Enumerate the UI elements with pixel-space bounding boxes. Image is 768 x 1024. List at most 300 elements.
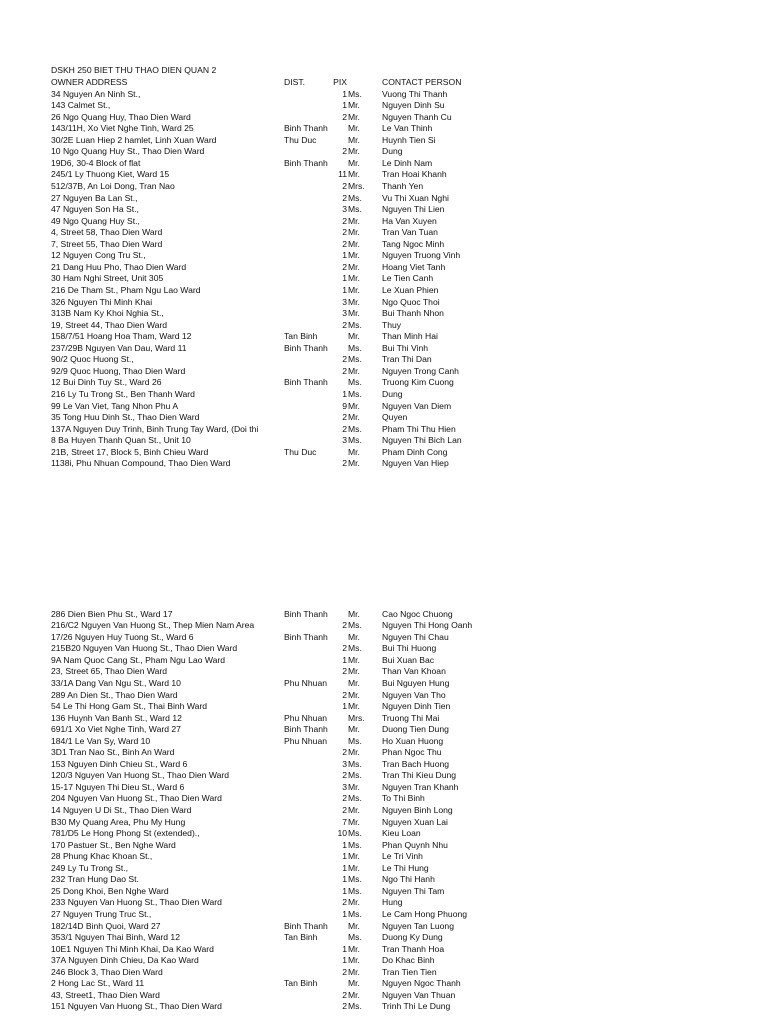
contact-title: Mr. [348, 308, 360, 319]
table-row [0, 100, 768, 112]
owner-address: 153 Nguyen Dinh Chieu St., Ward 6 [51, 758, 188, 769]
table-row [0, 181, 768, 193]
owner-address: 35 Tong Huu Dinh St., Thao Dien Ward [51, 412, 200, 422]
contact-title: Ms. [348, 908, 362, 919]
contact-name: Le Tri Vinh [382, 851, 423, 862]
contact-name: Truong Kim Cuong [382, 377, 454, 388]
table-row [0, 435, 768, 447]
contact-title: Mr. [348, 781, 360, 792]
owner-address: 21B, Street 17, Block 5, Binh Chieu Ward [51, 446, 209, 457]
table-row [0, 678, 768, 690]
table-row [0, 932, 768, 944]
contact-title: Mr. [348, 955, 360, 966]
pix-count: 2 [342, 689, 347, 700]
contact-title: Ms. [348, 1001, 362, 1012]
contact-name: Cao Ngoc Chuong [382, 608, 453, 619]
table-row [0, 112, 768, 124]
owner-address: 26 Ngo Quang Huy, Thao Dien Ward [51, 111, 191, 122]
owner-address: 216/C2 Nguyen Van Huong St., Thep Mien Nam Area [51, 620, 255, 631]
table-row [0, 805, 768, 817]
contact-name: Ha Van Xuyen [382, 215, 437, 226]
contact-name: Bui Thi Huong [382, 643, 437, 654]
pix-count: 2 [342, 227, 347, 238]
district: Binh Thanh [284, 123, 328, 134]
owner-address: 158/7/51 Hoang Hoa Tham, Ward 12 [51, 331, 192, 342]
contact-name: Ngo Thi Hanh [382, 874, 435, 885]
table-row [0, 169, 768, 181]
owner-address: 2 Hong Lac St., Ward 11 [51, 978, 145, 989]
contact-title: Mr. [348, 943, 360, 954]
owner-address: B30 My Quang Area, Phu My Hung [51, 816, 186, 827]
contact-name: Thanh Yen [382, 181, 424, 191]
owner-address: 27 Nguyen Ba Lan St., [51, 192, 138, 203]
contact-title: Mr. [348, 146, 360, 157]
contact-name: Nguyen Thi Chau [382, 631, 449, 642]
table-row [0, 978, 768, 990]
pix-count: 2 [342, 412, 347, 422]
pix-count: 1 [342, 839, 347, 850]
table-row [0, 747, 768, 759]
contact-name: Than Minh Hai [382, 331, 438, 342]
contact-name: Tran Tien Tien [382, 966, 437, 977]
contact-name: Bui Nguyen Hung [382, 677, 450, 688]
contact-title: Mr. [348, 631, 360, 642]
owner-address: 289 An Dien St., Thao Dien Ward [51, 689, 178, 700]
table-row [0, 158, 768, 170]
table-row [0, 782, 768, 794]
pix-count: 1 [342, 851, 347, 862]
table-row [0, 354, 768, 366]
pix-count: 1 [342, 908, 347, 919]
pix-count: 1 [342, 943, 347, 954]
contact-name: Le Cam Hong Phuong [382, 908, 468, 919]
owner-address: 90/2 Quoc Huong St., [51, 354, 134, 365]
contact-name: Le Van Thinh [382, 123, 433, 134]
pix-count: 1 [342, 388, 347, 399]
contact-title: Ms. [348, 423, 362, 434]
header-district: DIST. [284, 77, 306, 87]
contact-name: Vuong Thi Thanh [382, 88, 448, 99]
pix-count: 2 [342, 215, 347, 226]
district: Binh Thanh [284, 342, 328, 353]
contact-title: Mr. [348, 412, 360, 422]
owner-address: 170 Pastuer St., Ben Nghe Ward [51, 839, 176, 850]
pix-count: 1 [342, 88, 347, 99]
contact-name: Do Khac Binh [382, 955, 435, 966]
contact-title: Mr. [348, 111, 360, 122]
owner-address: 137A Nguyen Duy Trinh, Binh Trung Tay Ward, (Doi thi [51, 423, 259, 434]
owner-address: 27 Nguyen Trung Truc St., [51, 908, 152, 919]
owner-address: 246 Block 3, Thao Dien Ward [51, 966, 163, 977]
owner-address: 232 Tran Hung Dao St. [51, 874, 139, 885]
contact-name: Nguyen Thi Tam [382, 885, 445, 896]
owner-address: 353/1 Nguyen Thai Binh, Ward 12 [51, 932, 180, 942]
pix-count: 2 [342, 666, 347, 677]
table-row [0, 701, 768, 713]
contact-title: Mr. [348, 285, 360, 295]
table-row [0, 793, 768, 805]
contact-title: Mr. [348, 169, 360, 180]
owner-address: 237/29B Nguyen Van Dau, Ward 11 [51, 342, 187, 353]
owner-address: 47 Nguyen Son Ha St., [51, 204, 139, 215]
pix-count: 1 [342, 955, 347, 966]
pix-count: 1 [342, 654, 347, 665]
pix-count: 2 [342, 238, 347, 249]
contact-title: Ms. [348, 435, 362, 446]
owner-address: 245/1 Ly Thuong Kiet, Ward 15 [51, 169, 170, 180]
contact-name: Bui Xuan Bac [382, 654, 435, 665]
owner-address: 19, Street 44, Thao Dien Ward [51, 319, 168, 330]
contact-name: Phan Quynh Nhu [382, 839, 448, 850]
contact-name: Le Thi Hung [382, 862, 429, 873]
pix-count: 2 [342, 319, 347, 330]
contact-name: Pham Dinh Cong [382, 446, 448, 457]
title-text: DSKH 250 BIET THU THAO DIEN QUAN 2 [51, 65, 217, 75]
contact-title: Ms. [348, 793, 362, 804]
owner-address: 7, Street 55, Thao Dien Ward [51, 238, 163, 249]
contact-title: Ms. [348, 643, 362, 654]
contact-name: Nguyen Thi Lien [382, 204, 445, 215]
owner-address: 15-17 Nguyen Thi Dieu St., Ward 6 [51, 781, 185, 792]
owner-address: 182/14D Binh Quoi, Ward 27 [51, 920, 161, 931]
owner-address: 249 Ly Tu Trong St., [51, 862, 129, 873]
district: Binh Thanh [284, 631, 328, 642]
owner-address: 34 Nguyen An Ninh St., [51, 88, 141, 99]
contact-title: Mr. [348, 805, 360, 815]
owner-address: 17/26 Nguyen Huy Tuong St., Ward 6 [51, 631, 194, 642]
contact-title: Mr. [348, 458, 360, 469]
district: Binh Thanh [284, 920, 328, 931]
contact-title: Mr. [348, 261, 360, 272]
table-row [0, 620, 768, 632]
owner-address: 233 Nguyen Van Huong St., Thao Dien Ward [51, 897, 222, 908]
contact-title: Mr. [348, 123, 360, 134]
table-row [0, 632, 768, 644]
contact-title: Mr. [348, 978, 360, 989]
table-row [0, 909, 768, 921]
owner-address: 25 Dong Khoi, Ben Nghe Ward [51, 885, 169, 896]
table-row [0, 447, 768, 459]
table-row [0, 123, 768, 135]
table-row [0, 817, 768, 829]
district: Thu Duc [284, 446, 317, 457]
pix-count: 2 [342, 261, 347, 272]
pix-count: 3 [342, 758, 347, 769]
table-row [0, 944, 768, 956]
contact-name: Tran Bach Huong [382, 758, 450, 769]
table-row [0, 840, 768, 852]
contact-name: Nguyen Thi Bich Lan [382, 435, 462, 446]
owner-address: 10 Ngo Quang Huy St., Thao Dien Ward [51, 146, 205, 157]
owner-address: 28 Phung Khac Khoan St., [51, 851, 153, 862]
table-row [0, 1001, 768, 1013]
table-row [0, 308, 768, 320]
owner-address: 49 Ngo Quang Huy St., [51, 215, 140, 226]
table-row [0, 227, 768, 239]
contact-title: Mr. [348, 227, 360, 238]
contact-name: Nguyen Van Tho [382, 689, 446, 700]
table-row [0, 89, 768, 101]
table-row [0, 412, 768, 424]
contact-name: To Thi Binh [382, 793, 425, 804]
table-row [0, 724, 768, 736]
contact-name: Truong Thi Mai [382, 712, 440, 723]
contact-name: Tran Thi Dan [382, 354, 432, 365]
table-row [0, 874, 768, 886]
table-row [0, 770, 768, 782]
owner-address: 12 Nguyen Cong Tru St., [51, 250, 146, 261]
pix-count: 9 [342, 400, 347, 411]
owner-address: 92/9 Quoc Huong, Thao Dien Ward [51, 365, 186, 376]
owner-address: 10E1 Nguyen Thi Minh Khai, Da Kao Ward [51, 943, 214, 954]
owner-address: 184/1 Le Van Sy, Ward 10 [51, 735, 151, 746]
contact-title: Ms. [348, 388, 362, 399]
contact-title: Ms. [348, 192, 362, 203]
owner-address: 33/1A Dang Van Ngu St., Ward 10 [51, 677, 181, 688]
pix-count: 2 [342, 770, 347, 781]
owner-address: 14 Nguyen U Di St., Thao Dien Ward [51, 805, 192, 815]
owner-address: 313B Nam Ky Khoi Nghia St., [51, 308, 164, 319]
contact-title: Mr. [348, 157, 360, 168]
table-row [0, 851, 768, 863]
table-row [0, 273, 768, 285]
contact-title: Mr. [348, 851, 360, 862]
contact-title: Mr. [348, 238, 360, 249]
pix-count: 1 [342, 701, 347, 711]
district: Thu Duc [284, 134, 317, 145]
contact-name: Ngo Quoc Thoi [382, 296, 440, 307]
contact-name: Nguyen Van Hiep [382, 458, 449, 469]
contact-title: Mr. [348, 666, 360, 677]
table-row [0, 377, 768, 389]
table-row [0, 262, 768, 274]
district: Tan Binh [284, 978, 318, 989]
owner-address: 8 Ba Huyen Thanh Quan St., Unit 10 [51, 435, 191, 446]
contact-title: Mr. [348, 296, 360, 307]
table-row [0, 990, 768, 1002]
contact-name: Le Xuan Phien [382, 285, 439, 295]
pix-count: 1 [342, 250, 347, 261]
contact-title: Ms. [348, 204, 362, 215]
contact-title: Mr. [348, 724, 360, 735]
owner-address: 4, Street 58, Thao Dien Ward [51, 227, 163, 238]
contact-title: Mr. [348, 701, 360, 711]
pix-count: 2 [342, 989, 347, 1000]
table-row [0, 759, 768, 771]
pix-count: 2 [342, 747, 347, 758]
contact-name: Nguyen Tan Luong [382, 920, 454, 931]
pix-count: 10 [337, 828, 347, 839]
contact-name: Huynh Tien Si [382, 134, 436, 145]
contact-title: Mr. [348, 215, 360, 226]
contact-title: Mr. [348, 897, 360, 908]
pix-count: 1 [342, 874, 347, 885]
pix-count: 2 [342, 181, 347, 191]
contact-title: Mr. [348, 134, 360, 145]
contact-title: Mr. [348, 365, 360, 376]
pix-count: 2 [342, 643, 347, 654]
contact-title: Ms. [348, 885, 362, 896]
contact-name: Trinh Thi Le Dung [382, 1001, 451, 1012]
pix-count: 2 [342, 620, 347, 631]
owner-address: 99 Le Van Viet, Tang Nhon Phu A [51, 400, 179, 411]
table-row [0, 135, 768, 147]
pix-count: 1 [342, 885, 347, 896]
pix-count: 3 [342, 296, 347, 307]
column-headers [0, 77, 768, 89]
table-row [0, 297, 768, 309]
contact-title: Mr. [348, 654, 360, 665]
header-owner-address: OWNER ADDRESS [51, 77, 128, 87]
table-row [0, 690, 768, 702]
owner-address: 136 Huynh Van Banh St., Ward 12 [51, 712, 182, 723]
contact-name: Dung [382, 146, 403, 157]
table-row [0, 401, 768, 413]
district: Phu Nhuan [284, 735, 328, 746]
table-row [0, 609, 768, 621]
owner-address: 216 Ly Tu Trong St., Ben Thanh Ward [51, 388, 195, 399]
contact-name: Nguyen Truong Vinh [382, 250, 461, 261]
contact-name: Duong Ky Dung [382, 932, 443, 942]
document-title [0, 65, 768, 77]
contact-title: Mr. [348, 250, 360, 261]
table-row [0, 897, 768, 909]
district: Binh Thanh [284, 724, 328, 735]
contact-title: Ms. [348, 342, 362, 353]
table-row [0, 343, 768, 355]
table-row [0, 967, 768, 979]
pix-count: 2 [342, 897, 347, 908]
table-row [0, 389, 768, 401]
contact-name: Dung [382, 388, 403, 399]
contact-name: Nguyen Tran Khanh [382, 781, 459, 792]
pix-count: 1 [342, 100, 347, 111]
table-row [0, 285, 768, 297]
pix-count: 11 [338, 169, 347, 180]
pix-count: 2 [342, 146, 347, 157]
owner-address: 9A Nam Quoc Cang St., Pham Ngu Lao Ward [51, 654, 226, 665]
contact-name: Nguyen Van Diem [382, 400, 452, 411]
contact-name: Nguyen Thanh Cu [382, 111, 452, 122]
contact-name: Phan Ngoc Thu [382, 747, 442, 758]
contact-title: Mr. [348, 446, 360, 457]
owner-address: 43, Street1, Thao Dien Ward [51, 989, 160, 1000]
table-row [0, 250, 768, 262]
header-pix: PIX [333, 77, 347, 87]
pix-count: 2 [342, 805, 347, 815]
contact-name: Quyen [382, 412, 408, 422]
table-row [0, 828, 768, 840]
owner-address: 215B20 Nguyen Van Huong St., Thao Dien Ward [51, 643, 238, 654]
header-contact-person: CONTACT PERSON [382, 77, 462, 87]
pix-count: 1 [342, 273, 347, 284]
table-row [0, 886, 768, 898]
owner-address: 204 Nguyen Van Huong St., Thao Dien Ward [51, 793, 222, 804]
contact-name: Tran Thanh Hoa [382, 943, 445, 954]
table-row [0, 921, 768, 933]
contact-title: Mr. [348, 273, 360, 284]
contact-title: Mr. [348, 920, 360, 931]
pix-count: 2 [342, 793, 347, 804]
contact-name: Nguyen Trong Canh [382, 365, 459, 376]
contact-name: Nguyen Thi Hong Oanh [382, 620, 473, 631]
table-row [0, 863, 768, 875]
pix-count: 3 [342, 781, 347, 792]
pix-count: 3 [342, 204, 347, 215]
contact-title: Ms. [348, 874, 362, 885]
contact-name: Nguyen Dinh Tien [382, 701, 451, 711]
owner-address: 37A Nguyen Dinh Chieu, Da Kao Ward [51, 955, 199, 966]
contact-title: Ms. [348, 620, 362, 631]
table-row [0, 713, 768, 725]
owner-address: 216 De Tham St., Pham Ngu Lao Ward [51, 285, 201, 295]
contact-title: Mr. [348, 989, 360, 1000]
table-row [0, 216, 768, 228]
contact-name: Than Van Khoan [382, 666, 446, 677]
owner-address: 120/3 Nguyen Van Huong St., Thao Dien Ward [51, 770, 230, 781]
pix-count: 2 [342, 365, 347, 376]
district: Tan Binh [284, 932, 318, 942]
contact-name: Nguyen Van Thuan [382, 989, 456, 1000]
contact-name: Thuy [382, 319, 402, 330]
table-row [0, 331, 768, 343]
table-row [0, 655, 768, 667]
contact-name: Nguyen Dinh Su [382, 100, 445, 111]
contact-title: Mr. [348, 816, 360, 827]
contact-name: Pham Thi Thu Hien [382, 423, 456, 434]
contact-name: Vu Thi Xuan Nghi [382, 192, 449, 203]
table-row [0, 424, 768, 436]
contact-title: Mr. [348, 862, 360, 873]
table-row [0, 736, 768, 748]
pix-count: 3 [342, 435, 347, 446]
owner-address: 54 Le Thi Hong Gam St., Thai Binh Ward [51, 701, 208, 711]
contact-name: Bui Thi Vinh [382, 342, 429, 353]
owner-address: 286 Dien Bien Phu St., Ward 17 [51, 608, 173, 619]
contact-title: Mr. [348, 677, 360, 688]
contact-name: Nguyen Ngoc Thanh [382, 978, 461, 989]
contact-title: Mr. [348, 331, 360, 342]
contact-name: Hoang Viet Tanh [382, 261, 446, 272]
district: Binh Thanh [284, 377, 328, 388]
contact-name: Tang Ngoc Minh [382, 238, 445, 249]
table-row [0, 146, 768, 158]
contact-name: Tran Van Tuan [382, 227, 438, 238]
owner-address: 12 Bui Dinh Tuy St., Ward 26 [51, 377, 162, 388]
table-row [0, 643, 768, 655]
owner-address: 781/D5 Le Hong Phong St (extended)., [51, 828, 200, 839]
contact-name: Tran Thi Kieu Dung [382, 770, 457, 781]
district: Phu Nhuan [284, 677, 328, 688]
table-row [0, 458, 768, 470]
district: Phu Nhuan [284, 712, 328, 723]
contact-title: Ms. [348, 319, 362, 330]
contact-name: Nguyen Xuan Lai [382, 816, 448, 827]
pix-count: 1 [342, 862, 347, 873]
contact-name: Le Dinh Nam [382, 157, 433, 168]
contact-name: Le Tien Canh [382, 273, 434, 284]
pix-count: 2 [342, 966, 347, 977]
contact-name: Nguyen Binh Long [382, 805, 453, 815]
pix-count: 2 [342, 458, 347, 469]
district: Binh Thanh [284, 608, 328, 619]
owner-address: 1138i, Phu Nhuan Compound, Thao Dien Ward [51, 458, 231, 469]
owner-address: 19D6, 30-4 Block of flat [51, 157, 141, 168]
pix-count: 2 [342, 1001, 347, 1012]
table-row [0, 193, 768, 205]
contact-title: Ms. [348, 758, 362, 769]
contact-title: Ms. [348, 932, 362, 942]
